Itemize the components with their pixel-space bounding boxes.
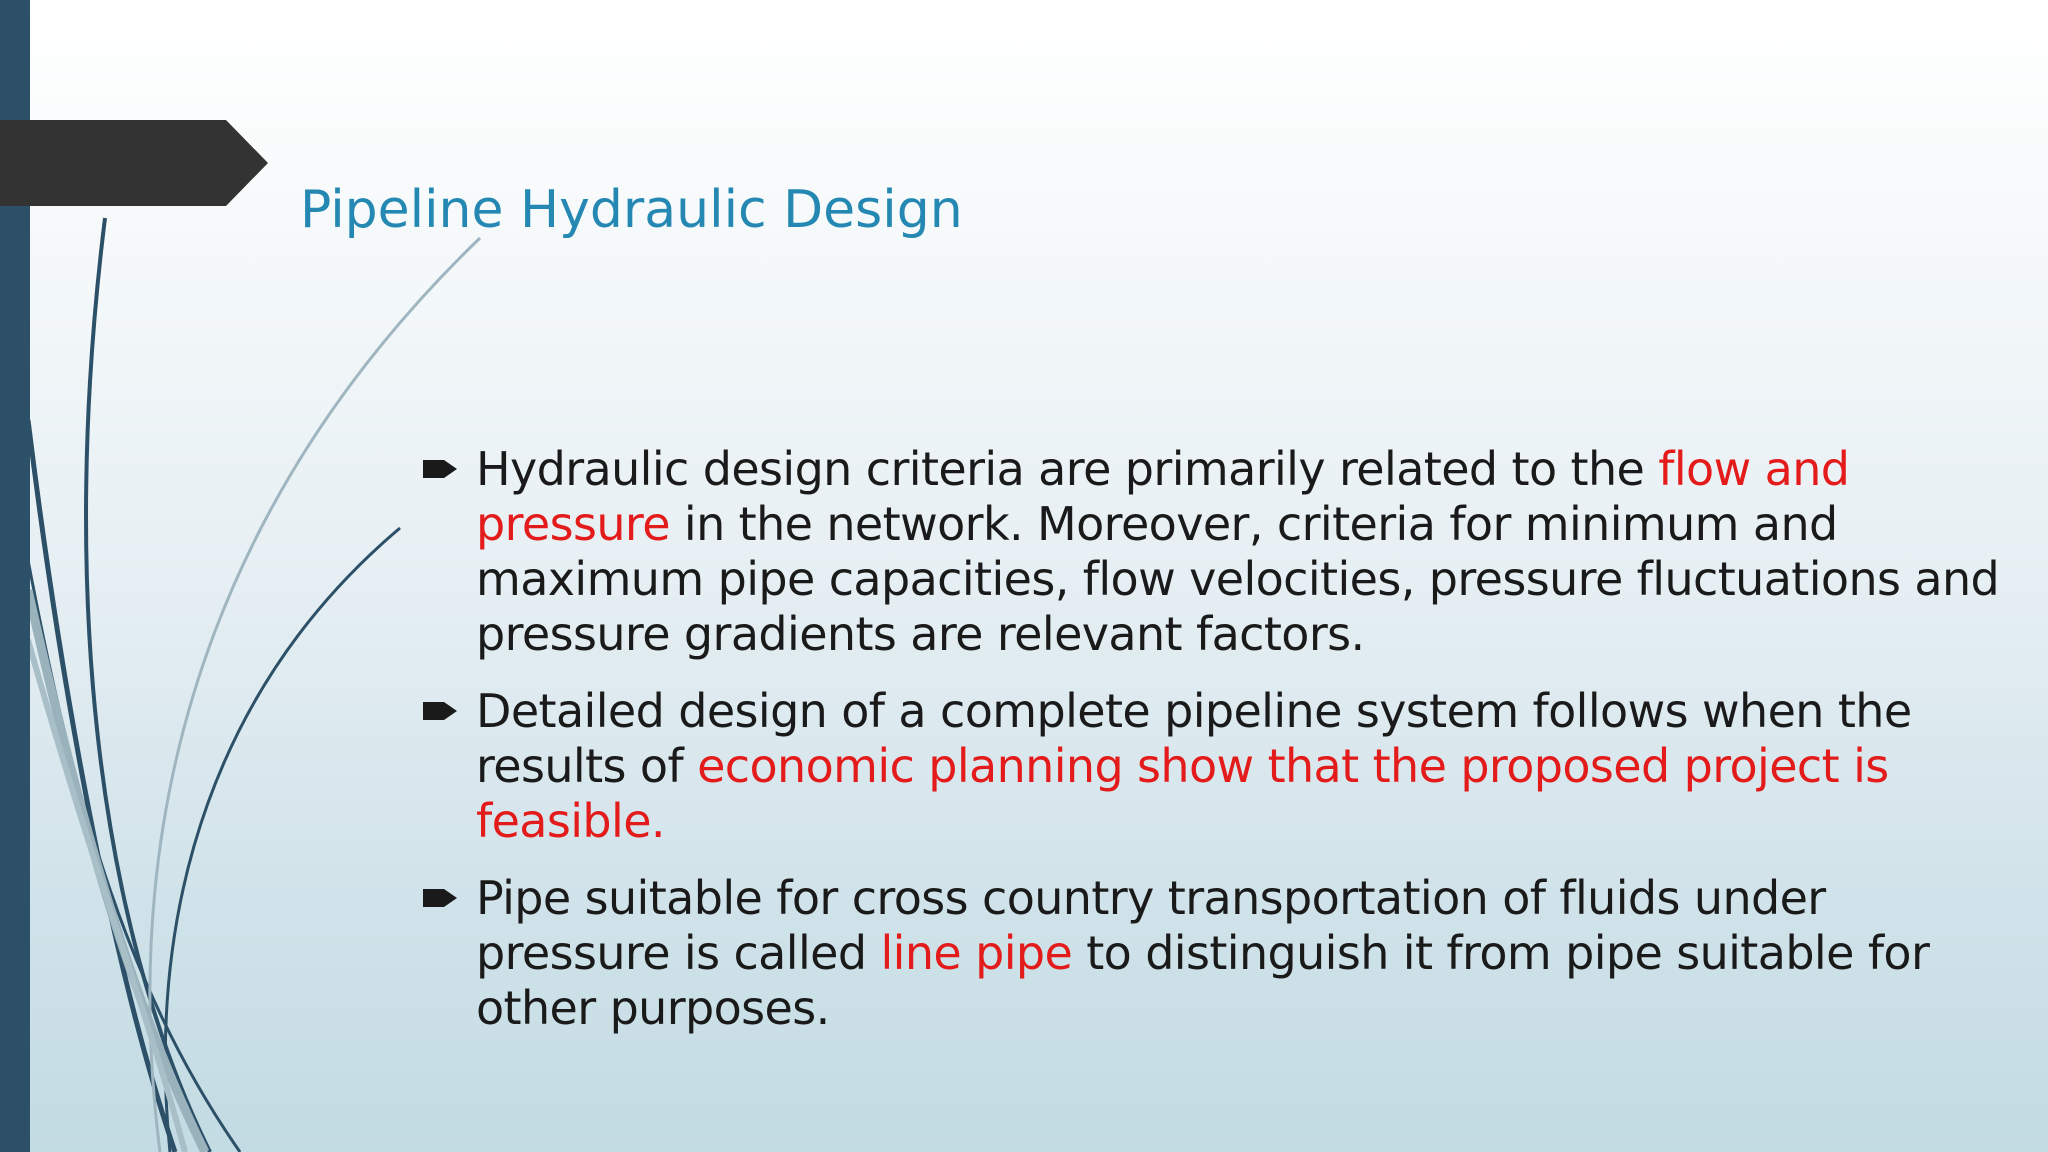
bullet-text xyxy=(476,442,1999,661)
highlighted-text: economic planning show that the proposed project is feasible. xyxy=(476,739,1889,848)
text-segment: Hydraulic design criteria are primarily related to the xyxy=(476,442,1659,496)
text-segment: Pipe suitable for cross country transportation of fluids under pressure is called xyxy=(476,871,1826,980)
text-segment: in the network. Moreover, criteria for minimum and maximum pipe capacities, flow velocities, pressure fluctuations and pressure gradients are relevant factors. xyxy=(476,497,2000,661)
bullet-text xyxy=(476,684,1912,848)
text-segment: to distinguish it from pipe suitable for other purposes. xyxy=(476,926,1930,1035)
arrow-right-icon xyxy=(420,456,460,482)
arrow-right-icon xyxy=(420,698,460,724)
title-tab-shape xyxy=(0,120,270,206)
bullet-item xyxy=(418,871,2018,1036)
bullet-text xyxy=(476,871,1929,1035)
slide-title: Pipeline Hydraulic Design xyxy=(300,180,963,240)
text-segment: Detailed design of a complete pipeline system follows when the results of xyxy=(476,684,1912,793)
bullet-item xyxy=(418,442,2018,662)
bullet-list xyxy=(418,442,2018,1058)
highlighted-text: flow and pressure xyxy=(476,442,1850,551)
bullet-item xyxy=(418,684,2018,849)
arrow-right-icon xyxy=(420,885,460,911)
highlighted-text: line pipe xyxy=(880,926,1073,980)
